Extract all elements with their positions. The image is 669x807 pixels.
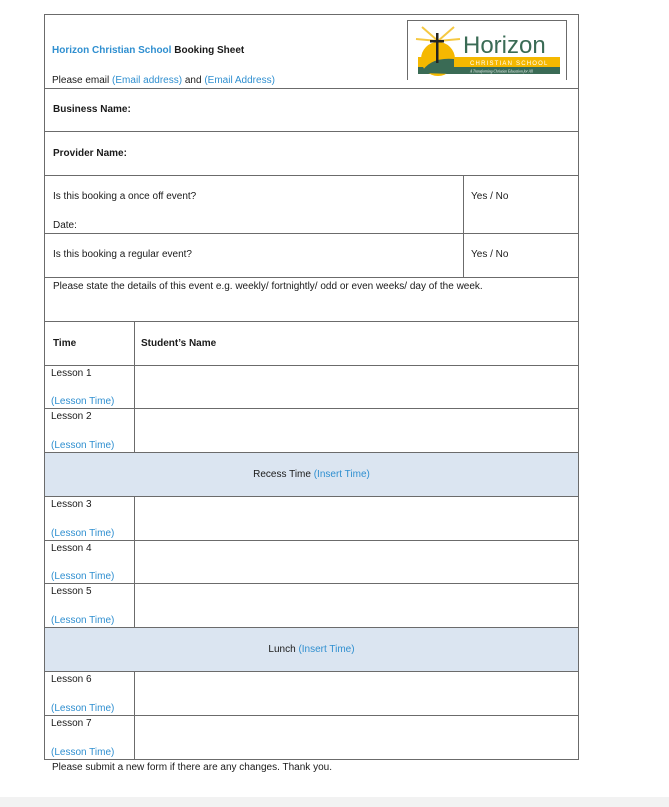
lesson-time-cell — [44, 496, 135, 541]
lesson-label: Lesson 6 — [51, 674, 92, 685]
provider-name-field[interactable] — [44, 131, 579, 176]
logo-wordmark: Horizon — [463, 32, 546, 59]
footer-note: Please submit a new form if there are any changes. Thank you. — [52, 762, 332, 773]
lesson-time: (Lesson Time) — [51, 615, 115, 626]
email-prefix: Please email — [52, 75, 110, 86]
event-details-field[interactable] — [44, 277, 579, 322]
lesson-time: (Lesson Time) — [51, 528, 115, 539]
lesson-time-cell — [44, 715, 135, 760]
email-and: and — [184, 75, 202, 86]
recess-text — [45, 469, 578, 480]
student-header-label: Student’s Name — [141, 338, 217, 349]
lesson-time-cell — [44, 540, 135, 584]
bottom-band — [0, 797, 669, 807]
regular-answer-cell[interactable] — [463, 233, 579, 278]
recess-label: Recess Time — [253, 469, 311, 480]
once-off-question: Is this booking a once off event? — [53, 191, 197, 202]
lesson-time-cell — [44, 671, 135, 716]
horizon-logo — [407, 20, 567, 80]
lesson-label: Lesson 4 — [51, 543, 92, 554]
regular-question: Is this booking a regular event? — [53, 249, 192, 260]
lunch-text — [45, 644, 578, 655]
business-name-label: Business Name: — [53, 104, 131, 115]
email-instruction — [52, 75, 275, 86]
email-link-2[interactable]: (Email Address) — [204, 75, 275, 86]
date-label: Date: — [53, 220, 77, 231]
logo-sub: CHRISTIAN SCHOOL — [470, 61, 549, 67]
recess-row — [44, 452, 579, 497]
lesson-label: Lesson 3 — [51, 499, 92, 510]
event-details-prompt: Please state the details of this event e.g. weekly/ fortnightly/ odd or even weeks/ day of the week. — [53, 281, 483, 292]
lesson-time: (Lesson Time) — [51, 747, 115, 758]
time-header-label: Time — [53, 338, 77, 349]
school-name: Horizon Christian School — [52, 45, 172, 56]
lunch-label: Lunch — [268, 644, 296, 655]
lesson-time-cell — [44, 365, 135, 409]
once-off-answer-cell[interactable] — [463, 175, 579, 234]
provider-name-label: Provider Name: — [53, 148, 127, 159]
logo-tagline: A Transforming Christian Education for All — [470, 69, 533, 74]
student-name-cell[interactable] — [134, 583, 579, 628]
logo-graphic — [408, 21, 566, 81]
business-name-field[interactable] — [44, 88, 579, 132]
lesson-time: (Lesson Time) — [51, 396, 115, 407]
title-suffix: Booking Sheet — [174, 45, 245, 56]
student-name-cell[interactable] — [134, 496, 579, 541]
lesson-label: Lesson 5 — [51, 586, 92, 597]
time-column-header — [44, 321, 135, 366]
email-link-1[interactable]: (Email address) — [112, 75, 183, 86]
regular-question-cell[interactable] — [44, 233, 464, 278]
lesson-time-cell — [44, 583, 135, 628]
student-name-cell[interactable] — [134, 715, 579, 760]
lesson-time: (Lesson Time) — [51, 440, 115, 451]
lesson-label: Lesson 7 — [51, 718, 92, 729]
once-off-yes-no: Yes / No — [471, 191, 509, 202]
student-name-cell[interactable] — [134, 540, 579, 584]
recess-time: (Insert Time) — [313, 469, 370, 480]
student-name-cell[interactable] — [134, 408, 579, 453]
lunch-time: (Insert Time) — [298, 644, 355, 655]
student-name-cell[interactable] — [134, 671, 579, 716]
lesson-label: Lesson 1 — [51, 368, 92, 379]
lunch-row — [44, 627, 579, 672]
sheet-title — [52, 45, 244, 56]
regular-yes-no: Yes / No — [471, 249, 509, 260]
once-off-question-cell[interactable] — [44, 175, 464, 234]
student-name-cell[interactable] — [134, 365, 579, 409]
lesson-time-cell — [44, 408, 135, 453]
lesson-label: Lesson 2 — [51, 411, 92, 422]
lesson-time: (Lesson Time) — [51, 571, 115, 582]
student-column-header — [134, 321, 579, 366]
lesson-time: (Lesson Time) — [51, 703, 115, 714]
